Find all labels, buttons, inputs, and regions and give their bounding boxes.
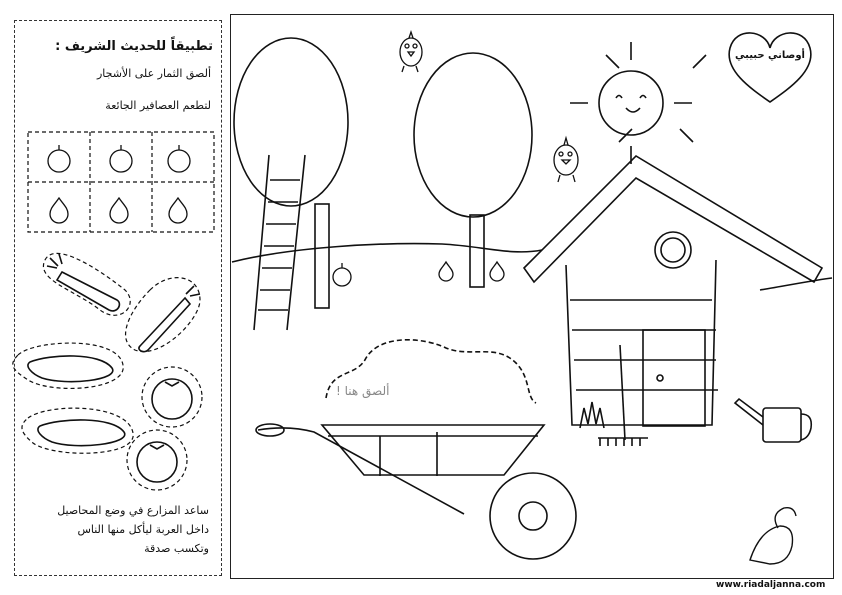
instruction-line-2: لتطعم العصافير الجائعة xyxy=(105,99,211,112)
tomato-cutout-icon[interactable] xyxy=(127,430,187,490)
tomato-cutout-icon[interactable] xyxy=(142,367,202,427)
paste-here-label: ألصق هنا ! xyxy=(336,384,390,398)
wheelbarrow xyxy=(256,340,576,559)
footer-url[interactable]: www.riadaljanna.com xyxy=(716,580,826,590)
bird-icon xyxy=(554,138,578,182)
instruction-line-1: ألصق الثمار على الأشجار xyxy=(96,67,211,80)
eggplant-cutout-icon[interactable] xyxy=(13,343,123,388)
carrot-cutout-icon[interactable] xyxy=(43,253,130,315)
watering-can-icon xyxy=(735,399,811,442)
apple-cutout-icon[interactable] xyxy=(48,145,190,172)
worksheet-title: تطبيقاً للحديث الشريف : xyxy=(55,39,213,54)
heart-badge-shape xyxy=(729,33,811,102)
badge-label: أوصاني حبيبي xyxy=(735,50,805,61)
bottom-line-3: وتكسب صدقة xyxy=(144,542,209,555)
riad-aljanna-logo xyxy=(750,508,796,564)
fruit-on-ground-icon xyxy=(333,262,504,286)
bird-icon xyxy=(400,32,422,72)
ground-line xyxy=(760,278,832,290)
grass-tuft xyxy=(580,402,604,428)
ladder xyxy=(254,155,305,330)
bottom-line-2: داخل العربة ليأكل منها الناس xyxy=(77,523,209,536)
bottom-line-1: ساعد المزارع في وضع المحاصيل xyxy=(57,504,209,517)
carrot-cutout-icon[interactable] xyxy=(126,278,200,352)
eggplant-cutout-icon[interactable] xyxy=(22,408,133,453)
pear-cutout-icon[interactable] xyxy=(50,198,187,223)
garden-shed xyxy=(524,156,822,426)
sun-icon xyxy=(570,42,706,164)
